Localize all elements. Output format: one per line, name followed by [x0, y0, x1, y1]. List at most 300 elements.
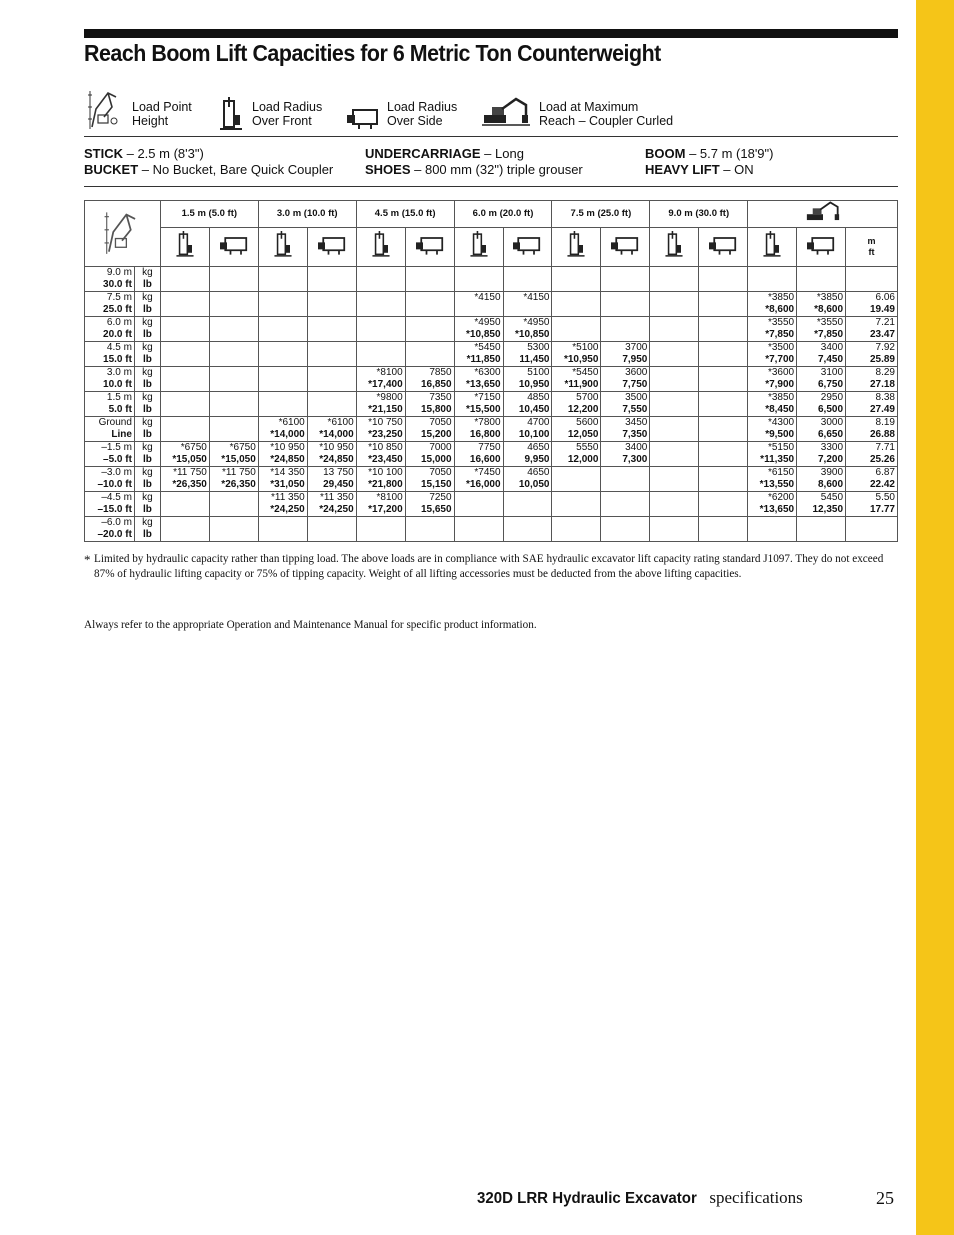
table-row [85, 517, 898, 542]
value-lb [652, 529, 696, 541]
value-lb [310, 329, 354, 341]
radius-header: 9.0 m (30.0 ft) [650, 201, 748, 228]
load-radius-side-icon [209, 228, 258, 267]
value-lb: 15,800 [420, 404, 452, 415]
value-kg [261, 292, 305, 304]
value-kg: *5450 [572, 367, 599, 378]
value-kg: 3400 [820, 342, 844, 353]
value-lb: *7,850 [814, 329, 844, 340]
unit-lb: lb [142, 379, 152, 390]
max-reach-cell [846, 417, 898, 442]
capacity-cell [307, 492, 356, 517]
value-kg [554, 492, 598, 504]
value-lb [163, 329, 207, 341]
unit-cell [134, 417, 160, 442]
capacity-cell [454, 467, 503, 492]
radius-header: 6.0 m (20.0 ft) [454, 201, 552, 228]
value-lb: 7,550 [622, 404, 648, 415]
value-lb [163, 379, 207, 391]
load-radius-side-icon [347, 107, 379, 129]
value-kg: *7450 [474, 467, 501, 478]
value-lb: 29,450 [323, 479, 354, 490]
capacity-cell [601, 442, 650, 467]
value-lb: 6,750 [818, 379, 844, 390]
capacity-cell [797, 417, 846, 442]
value-kg [163, 267, 207, 279]
radius-header: 3.0 m (10.0 ft) [258, 201, 356, 228]
value-kg [457, 267, 501, 279]
value-lb [848, 279, 895, 291]
value-kg [652, 467, 696, 479]
value-lb [359, 304, 403, 316]
load-height-cell [85, 367, 135, 392]
capacity-cell [454, 317, 503, 342]
value-kg: 5700 [576, 392, 599, 403]
unit-kg: kg [142, 267, 153, 278]
value-kg [212, 367, 256, 379]
value-kg: 3900 [820, 467, 844, 478]
value-kg: 3300 [820, 442, 844, 453]
legend-label: Reach – Coupler Curled [539, 114, 674, 128]
value-lb [163, 404, 207, 416]
value-lb [554, 279, 598, 291]
value-kg [652, 492, 696, 504]
value-lb [408, 329, 452, 341]
value-lb: *13,650 [466, 379, 501, 390]
capacity-cell [454, 517, 503, 542]
value-kg [506, 517, 550, 529]
value-kg: 6.06 [875, 292, 895, 303]
capacity-cell [699, 317, 748, 342]
value-lb [163, 504, 207, 516]
height-imperial: 5.0 ft [108, 404, 132, 415]
capacity-cell [405, 342, 454, 367]
load-radius-side-icon [601, 228, 650, 267]
value-kg [212, 317, 256, 329]
value-lb [701, 529, 745, 541]
capacity-cell [356, 442, 405, 467]
value-lb [652, 304, 696, 316]
value-kg: *4150 [523, 292, 550, 303]
spec-label: UNDERCARRIAGE [365, 146, 481, 161]
capacity-cell [258, 292, 307, 317]
value-lb: 16,800 [469, 429, 501, 440]
value-kg: *10 850 [368, 442, 403, 453]
value-lb [261, 529, 305, 541]
table-row [85, 342, 898, 367]
value-lb [701, 304, 745, 316]
unit-kg: kg [142, 517, 153, 528]
capacity-cell [650, 492, 699, 517]
max-reach-cell [846, 392, 898, 417]
capacity-cell [552, 367, 601, 392]
capacity-cell [405, 317, 454, 342]
table-row [85, 267, 898, 292]
value-lb: *23,450 [368, 454, 403, 465]
capacity-cell [160, 267, 209, 292]
capacity-cell [160, 442, 209, 467]
spec-value: – Long [480, 146, 524, 161]
height-imperial: –20.0 ft [97, 529, 132, 540]
unit-lb: lb [142, 504, 152, 515]
reach-unit-header [846, 228, 898, 267]
value-lb: 25.89 [869, 354, 895, 365]
lift-capacity-table [84, 200, 898, 542]
value-lb: *13,550 [759, 479, 795, 490]
capacity-cell [160, 367, 209, 392]
value-kg: 7.92 [875, 342, 895, 353]
capacity-cell [748, 392, 797, 417]
capacity-cell [307, 392, 356, 417]
unit-cell [134, 517, 160, 542]
unit-kg: kg [142, 442, 153, 453]
value-kg: *6200 [767, 492, 795, 503]
value-lb [603, 304, 647, 316]
load-height-cell [85, 392, 135, 417]
load-radius-front-icon [454, 228, 503, 267]
value-lb: 6,500 [818, 404, 844, 415]
specs-divider [84, 186, 898, 187]
capacity-cell [797, 492, 846, 517]
load-height-cell [85, 517, 135, 542]
value-kg: 4850 [527, 392, 550, 403]
value-kg [603, 292, 647, 304]
value-lb [603, 529, 647, 541]
capacity-cell [209, 467, 258, 492]
value-kg: *3600 [767, 367, 795, 378]
value-lb [554, 329, 598, 341]
value-kg: 7.21 [875, 317, 895, 328]
value-lb: *26,350 [172, 479, 207, 490]
value-kg: *11 350 [270, 492, 305, 503]
capacity-cell [356, 492, 405, 517]
value-kg [603, 267, 647, 279]
load-radius-front-icon [220, 97, 242, 133]
value-kg [701, 367, 745, 379]
spec-column-3 [645, 146, 773, 177]
footnote [84, 552, 884, 582]
unit-cell [134, 342, 160, 367]
table-row [85, 417, 898, 442]
value-kg: 4700 [527, 417, 550, 428]
value-lb: 9,950 [524, 454, 550, 465]
value-lb: 10,050 [518, 479, 550, 490]
value-lb: *26,350 [221, 479, 256, 490]
height-imperial: 20.0 ft [103, 329, 132, 340]
value-kg: *6300 [474, 367, 501, 378]
value-lb [652, 279, 696, 291]
capacity-cell [356, 342, 405, 367]
value-kg [506, 492, 550, 504]
value-kg: 3600 [625, 367, 648, 378]
value-kg: 5.50 [875, 492, 895, 503]
spec-label: SHOES [365, 161, 411, 177]
value-kg: 8.29 [875, 367, 895, 378]
value-lb [310, 529, 354, 541]
capacity-cell [797, 517, 846, 542]
value-kg [261, 517, 305, 529]
legend-label: Load at Maximum [539, 100, 639, 114]
value-kg: *9800 [376, 392, 403, 403]
value-lb [408, 354, 452, 366]
capacity-cell [552, 517, 601, 542]
value-kg: 3100 [820, 367, 844, 378]
value-lb [457, 279, 501, 291]
legend-label: Height [132, 114, 169, 128]
unit-kg: kg [142, 317, 153, 328]
capacity-cell [748, 342, 797, 367]
capacity-cell [503, 292, 552, 317]
capacity-cell [307, 467, 356, 492]
capacity-cell [748, 317, 797, 342]
value-lb [163, 429, 207, 441]
value-kg [603, 517, 647, 529]
value-lb [652, 329, 696, 341]
capacity-cell [307, 367, 356, 392]
value-kg [799, 517, 843, 529]
value-kg: 13 750 [323, 467, 354, 478]
value-kg [554, 292, 598, 304]
load-radius-side-icon [797, 228, 846, 267]
value-lb [261, 329, 305, 341]
radius-header: 4.5 m (15.0 ft) [356, 201, 454, 228]
value-lb: 12,050 [567, 429, 599, 440]
value-lb: *11,350 [760, 454, 795, 465]
table-corner-load-point-icon [85, 201, 161, 267]
table-row [85, 367, 898, 392]
capacity-cell [503, 392, 552, 417]
unit-cell [134, 442, 160, 467]
manual-note: Always refer to the appropriate Operation and Maintenance Manual for specific product information. [84, 619, 537, 631]
value-kg [163, 492, 207, 504]
value-lb [652, 479, 696, 491]
spec-value: – 2.5 m (8'3") [123, 146, 204, 161]
capacity-cell [356, 292, 405, 317]
value-kg: 5300 [527, 342, 550, 353]
value-lb [652, 404, 696, 416]
value-kg [652, 367, 696, 379]
max-reach-header [748, 201, 898, 228]
value-lb: *14,000 [270, 429, 305, 440]
value-kg [701, 292, 745, 304]
value-lb [554, 529, 598, 541]
load-height-cell [85, 317, 135, 342]
unit-lb: lb [142, 429, 152, 440]
reach-unit-ft: ft [868, 247, 875, 257]
capacity-cell [552, 342, 601, 367]
capacity-cell [699, 292, 748, 317]
value-kg [652, 317, 696, 329]
capacity-cell [797, 292, 846, 317]
value-kg: *3500 [767, 342, 795, 353]
capacity-cell [797, 442, 846, 467]
value-kg: *4150 [474, 292, 501, 303]
height-imperial: Line [111, 429, 132, 440]
capacity-cell [454, 342, 503, 367]
capacity-cell [454, 367, 503, 392]
capacity-cell [748, 467, 797, 492]
capacity-cell [405, 392, 454, 417]
load-point-height-icon [86, 87, 122, 131]
value-kg [701, 492, 745, 504]
value-lb: *24,850 [270, 454, 305, 465]
value-kg: *5150 [767, 442, 795, 453]
value-kg: *7150 [474, 392, 501, 403]
load-radius-front-icon [650, 228, 699, 267]
value-lb [261, 404, 305, 416]
capacity-cell [405, 367, 454, 392]
capacity-cell [699, 442, 748, 467]
capacity-cell [699, 342, 748, 367]
legend-divider [84, 136, 898, 137]
max-reach-cell [846, 517, 898, 542]
unit-lb: lb [142, 304, 152, 315]
value-lb [799, 529, 843, 541]
value-lb [457, 504, 501, 516]
value-lb [506, 504, 550, 516]
capacity-cell [699, 392, 748, 417]
value-lb: 8,600 [818, 479, 844, 490]
title-rule [84, 29, 898, 38]
capacity-cell [307, 342, 356, 367]
capacity-cell [797, 317, 846, 342]
value-kg [652, 417, 696, 429]
capacity-cell [454, 392, 503, 417]
value-lb: *31,050 [270, 479, 305, 490]
value-kg [701, 267, 745, 279]
capacity-cell [307, 517, 356, 542]
value-kg: *11 350 [319, 492, 354, 503]
value-lb [652, 354, 696, 366]
value-lb [506, 304, 550, 316]
capacity-cell [160, 467, 209, 492]
capacity-cell [552, 267, 601, 292]
value-lb: 7,450 [818, 354, 844, 365]
capacity-cell [797, 342, 846, 367]
max-reach-cell [846, 442, 898, 467]
unit-cell [134, 317, 160, 342]
load-radius-side-icon [699, 228, 748, 267]
value-kg [750, 267, 794, 279]
capacity-cell [748, 492, 797, 517]
value-kg: *3850 [767, 392, 795, 403]
max-reach-cell [846, 367, 898, 392]
value-lb: 27.49 [869, 404, 895, 415]
value-lb [652, 379, 696, 391]
height-metric: 7.5 m [106, 292, 132, 303]
value-kg: *14 350 [270, 467, 305, 478]
height-imperial: 30.0 ft [103, 279, 132, 290]
capacity-cell [650, 467, 699, 492]
value-kg [408, 267, 452, 279]
capacity-cell [209, 517, 258, 542]
capacity-cell [258, 342, 307, 367]
capacity-cell [405, 517, 454, 542]
capacity-cell [209, 342, 258, 367]
height-metric: –4.5 m [101, 492, 132, 503]
capacity-cell [699, 492, 748, 517]
capacity-cell [209, 392, 258, 417]
value-kg [359, 267, 403, 279]
value-kg [701, 467, 745, 479]
value-lb [701, 429, 745, 441]
yellow-side-bar [916, 0, 954, 1235]
value-kg: 3700 [625, 342, 648, 353]
capacity-cell [503, 417, 552, 442]
footnote-star: * [84, 552, 91, 567]
value-lb [701, 379, 745, 391]
load-point-height-icon [102, 208, 142, 256]
value-kg [163, 392, 207, 404]
value-kg: *6100 [278, 417, 305, 428]
capacity-cell [748, 292, 797, 317]
unit-lb: lb [142, 354, 152, 365]
capacity-cell [209, 367, 258, 392]
capacity-cell [209, 292, 258, 317]
value-lb [603, 329, 647, 341]
value-kg [652, 442, 696, 454]
capacity-cell [209, 492, 258, 517]
value-lb [799, 279, 843, 291]
capacity-cell [601, 392, 650, 417]
value-lb [554, 479, 598, 491]
capacity-cell [160, 517, 209, 542]
value-kg: *11 750 [173, 467, 207, 478]
value-lb: *7,850 [765, 329, 795, 340]
value-lb [212, 404, 256, 416]
value-kg [652, 267, 696, 279]
footer-title [477, 1188, 803, 1208]
value-lb: *8,450 [765, 404, 795, 415]
capacity-cell [405, 417, 454, 442]
max-reach-cell [846, 292, 898, 317]
capacity-cell [160, 342, 209, 367]
value-kg [652, 392, 696, 404]
capacity-cell [160, 492, 209, 517]
legend-label: Load Radius [252, 100, 323, 114]
value-kg: 5450 [820, 492, 844, 503]
value-lb: 15,650 [420, 504, 452, 515]
capacity-cell [307, 442, 356, 467]
value-kg: *6750 [229, 442, 256, 453]
capacity-cell [601, 467, 650, 492]
value-kg [408, 517, 452, 529]
value-kg [603, 492, 647, 504]
value-kg: *10 950 [270, 442, 305, 453]
value-kg [799, 267, 843, 279]
capacity-cell [797, 267, 846, 292]
value-kg [261, 342, 305, 354]
value-kg: 7050 [429, 467, 452, 478]
load-height-cell [85, 417, 135, 442]
value-kg: *10 750 [368, 417, 403, 428]
value-lb [701, 329, 745, 341]
value-lb [212, 429, 256, 441]
capacity-cell [307, 417, 356, 442]
value-lb: *10,850 [466, 329, 501, 340]
capacity-cell [601, 267, 650, 292]
capacity-cell [650, 392, 699, 417]
capacity-cell [503, 367, 552, 392]
value-lb: *14,000 [319, 429, 354, 440]
capacity-cell [601, 417, 650, 442]
value-lb [701, 279, 745, 291]
unit-kg: kg [142, 367, 153, 378]
capacity-cell [405, 442, 454, 467]
max-reach-icon [799, 201, 847, 223]
value-kg [701, 342, 745, 354]
value-kg: *4950 [474, 317, 501, 328]
